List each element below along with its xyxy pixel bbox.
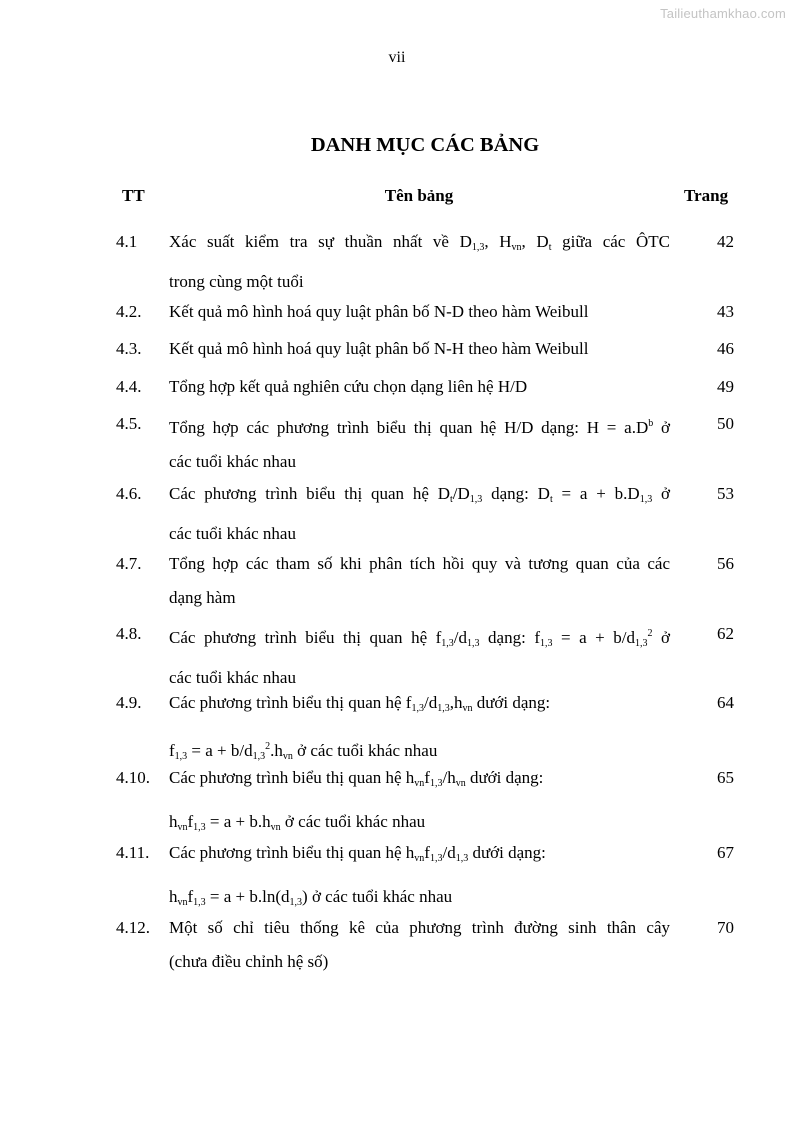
entry-title: [169, 617, 670, 695]
entry-page: 70: [717, 918, 734, 937]
entry-title: [169, 407, 670, 479]
entry-page: 42: [717, 232, 734, 251]
entry-number: 4.9.: [116, 693, 142, 712]
entry-title-line: Các phương trình biểu thị quan hệ $h_{vn}f_{1,3}/h_{vn}$ dưới dạng:: [169, 768, 544, 789]
entry-title-line: Kết quả mô hình hoá quy luật phân bố N-H theo hàm Weibull: [169, 339, 589, 358]
entry-title: [169, 836, 670, 920]
entry-title: [169, 477, 670, 551]
page-title: DANH MỤC CÁC BẢNG: [310, 134, 540, 156]
entry-number: 4.8.: [116, 624, 142, 643]
entry-number: 4.10.: [116, 768, 150, 787]
entry-title: [169, 761, 670, 845]
entry-title-line: Tổng hợp các phương trình biểu thị quan hệ H/D dạng: $H = a.D^b$ ở: [169, 418, 671, 437]
entry-number: 4.11.: [116, 843, 150, 862]
entry-page: 67: [717, 843, 734, 862]
entry-page: 64: [717, 693, 734, 712]
entry-page: 46: [717, 339, 734, 358]
entry-title-line: các tuổi khác nhau: [169, 524, 296, 543]
entry-title-line: Các phương trình biểu thị quan hệ $f_{1,3}/d_{1,3}$ dạng: $f_{1,3} = a + b/d_{1,3}^2$ ở: [169, 628, 670, 649]
watermark: Tailieuthamkhao.com: [660, 6, 786, 21]
entry-number: 4.2.: [116, 302, 142, 321]
entry-page: 43: [717, 302, 734, 321]
column-header-name: Tên bảng: [384, 186, 454, 205]
entry-title-line: Một số chỉ tiêu thống kê của phương trình đường sinh thân cây: [169, 918, 670, 937]
column-header-page: Trang: [684, 186, 729, 205]
entry-title-line: $h_{vn}f_{1,3} = a + b.\ln(d_{1,3})$ ở các tuổi khác nhau: [169, 887, 453, 908]
column-header-tt: TT: [122, 186, 145, 205]
entry-title-line: Các phương trình biểu thị quan hệ $D_t/D_{1,3}$ dạng: $D_t = a + b.D_{1,3}$ ở: [169, 484, 671, 505]
entry-page: 50: [717, 414, 734, 433]
entry-page: 53: [717, 484, 734, 503]
page-number: vii: [388, 49, 406, 66]
entry-title-line: Tổng hợp kết quả nghiên cứu chọn dạng liên hệ H/D: [169, 377, 528, 396]
entry-title: [169, 332, 670, 366]
entry-page: 62: [717, 624, 734, 643]
entry-title-line: $h_{vn}f_{1,3} = a + b.h_{vn}$ ở các tuổi khác nhau: [169, 812, 426, 833]
entry-number: 4.4.: [116, 377, 142, 396]
entry-title: [169, 295, 670, 329]
entry-title-line: trong cùng một tuổi: [169, 272, 304, 291]
entry-title-line: dạng hàm: [169, 588, 236, 607]
entry-title-line: Các phương trình biểu thị quan hệ $h_{vn}f_{1,3}/d_{1,3}$ dưới dạng:: [169, 843, 546, 864]
entry-number: 4.6.: [116, 484, 142, 503]
entry-number: 4.5.: [116, 414, 142, 433]
entry-title-line: $f_{1,3} = a + b/d_{1,3}^2.h_{vn}$ ở các tuổi khác nhau: [169, 741, 438, 762]
entry-title-line: Xác suất kiểm tra sự thuần nhất về $D_{1,3}$, $H_{vn}$, $D_t$ giữa các ÔTC: [169, 232, 670, 253]
entry-title-line: các tuổi khác nhau: [169, 452, 296, 471]
entry-title: [169, 370, 670, 404]
entry-title-line: Kết quả mô hình hoá quy luật phân bố N-D theo hàm Weibull: [169, 302, 589, 321]
entry-title-line: Tổng hợp các tham số khi phân tích hồi quy và tương quan của các: [169, 554, 670, 573]
entry-page: 56: [717, 554, 734, 573]
entry-title: [169, 225, 670, 299]
entry-number: 4.7.: [116, 554, 142, 573]
entry-number: 4.1: [116, 232, 138, 251]
entry-number: 4.3.: [116, 339, 142, 358]
entry-title: [169, 911, 670, 979]
entry-title-line: (chưa điều chỉnh hệ số): [169, 952, 329, 971]
entry-title-line: các tuổi khác nhau: [169, 668, 296, 687]
entry-number: 4.12.: [116, 918, 150, 937]
entry-page: 65: [717, 768, 734, 787]
entry-page: 49: [717, 377, 734, 396]
entry-title-line: Các phương trình biểu thị quan hệ $f_{1,3}/d_{1,3},h_{vn}$ dưới dạng:: [169, 693, 551, 714]
entry-title: [169, 547, 670, 615]
